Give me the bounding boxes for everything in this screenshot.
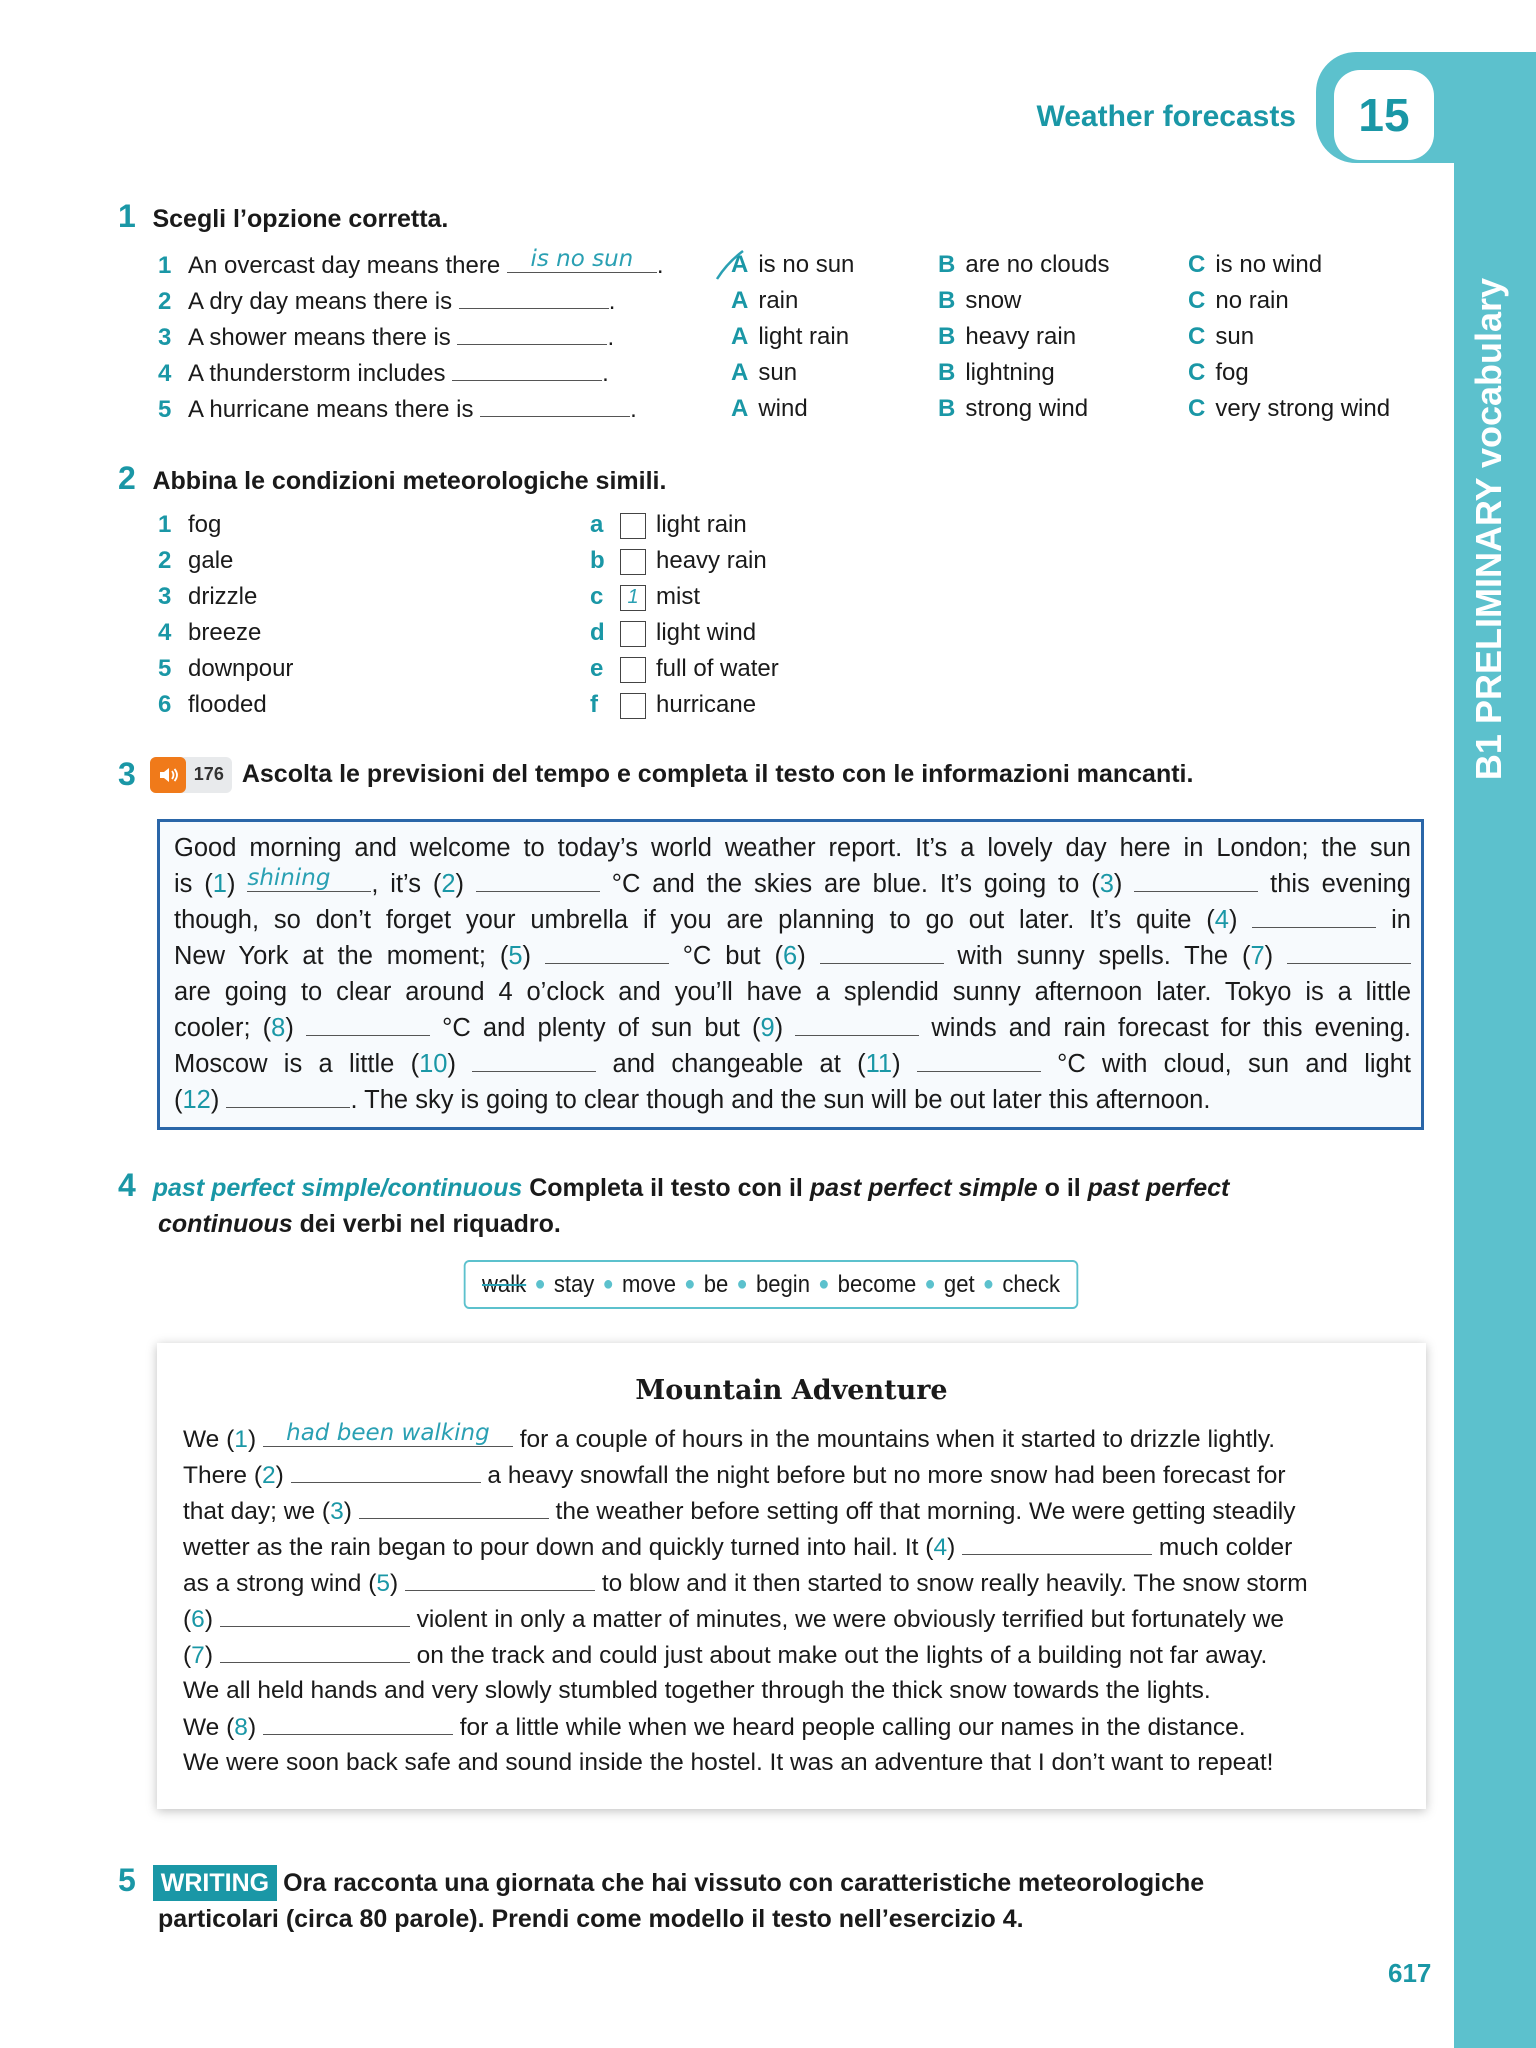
exercise-3-header [118, 756, 1193, 793]
text-line [174, 1046, 1411, 1082]
option-letter: A [731, 251, 749, 278]
option-text: wind [758, 395, 808, 422]
gap-number: (5) [368, 1570, 399, 1597]
text [1273, 942, 1287, 970]
answer-blank[interactable] [405, 1565, 595, 1591]
instruction-emphasis: continuous [158, 1210, 293, 1238]
text-line [183, 1673, 1400, 1709]
gap-number-value: 7 [191, 1642, 205, 1669]
text: We [183, 1714, 227, 1741]
item-number: 1 [158, 511, 172, 538]
gap-number: (10) [410, 1050, 456, 1078]
match-left-item [158, 687, 293, 723]
exercise-1-items [158, 247, 1448, 427]
answer-blank[interactable] [263, 1709, 453, 1735]
text [398, 1570, 405, 1597]
option-letter: A [731, 323, 749, 350]
exercise-5-header [118, 1862, 1204, 1937]
word-chip: move [622, 1270, 677, 1298]
option-text: snow [965, 287, 1022, 314]
text [456, 1050, 472, 1078]
gap-number: (2) [432, 870, 465, 898]
option-letter: C [1188, 323, 1206, 350]
separator-dot: ● [684, 1273, 696, 1295]
text [352, 1498, 359, 1525]
item-number: 6 [158, 691, 172, 718]
gap-number: (4) [925, 1534, 956, 1561]
text-line [174, 866, 1411, 902]
item-letter: e [590, 655, 604, 682]
gap-number-value: 3 [330, 1498, 344, 1525]
separator-dot: ● [602, 1273, 614, 1295]
item-number: 4 [158, 619, 172, 646]
speaker-icon [150, 757, 186, 793]
handwritten-answer: had been walking [286, 1420, 490, 1446]
text: as a strong wind [183, 1570, 369, 1597]
item-text: mist [656, 583, 700, 610]
text-line [174, 938, 1411, 974]
text: . The sky is going to clear though and the sun will be out later this afternoon. [350, 1086, 1211, 1114]
item-text: light rain [656, 511, 747, 538]
answer-blank[interactable] [220, 1601, 410, 1627]
answer-checkbox[interactable] [620, 513, 646, 539]
answer-checkbox[interactable] [620, 549, 646, 575]
exercise-2-header [118, 460, 666, 497]
gap-number: (6) [774, 942, 806, 970]
text: the weather before setting off that morning. We were getting steadily [548, 1498, 1296, 1525]
instruction-line: Ora racconta una giornata che hai vissuto con caratteristiche meteorologiche [283, 1869, 1205, 1897]
gap-number-value: 2 [261, 1462, 276, 1489]
text: °C and plenty of sun but [430, 1014, 752, 1042]
text [213, 1642, 220, 1669]
word-chip: check [1002, 1270, 1061, 1298]
story-text [183, 1421, 1400, 1781]
gap-number-value: 2 [441, 870, 456, 898]
option-a[interactable] [731, 319, 849, 355]
separator-dot: ● [818, 1273, 830, 1295]
gap-number: (4) [1206, 906, 1238, 934]
match-left-item [158, 615, 293, 651]
exercise-instruction: Abbina le condizioni meteorologiche simili. [152, 467, 667, 495]
gap-number-value: 6 [191, 1606, 205, 1633]
item-text: flooded [188, 691, 267, 718]
option-b[interactable] [938, 319, 1076, 355]
option-b[interactable] [938, 391, 1088, 427]
instruction-text: Completa il testo con il [529, 1174, 810, 1202]
gap-number: (3) [321, 1498, 352, 1525]
text-line [183, 1457, 1400, 1493]
gap-number: (1) [204, 870, 236, 898]
word-chip: be [703, 1270, 729, 1298]
text: , it’s [371, 870, 433, 898]
option-letter: C [1188, 395, 1206, 422]
item-number: 3 [158, 583, 172, 610]
option-letter: A [731, 359, 749, 386]
match-left-item [158, 651, 293, 687]
answer-blank[interactable] [545, 938, 669, 964]
text: cooler; [174, 1014, 263, 1042]
option-letter: C [1188, 359, 1206, 386]
gap-number: (9) [751, 1014, 784, 1042]
item-number: 3 [158, 324, 172, 351]
text: on the track and could just about make out the lights of a building not far away. [409, 1642, 1268, 1669]
option-letter: A [731, 395, 749, 422]
item-text: hurricane [656, 691, 757, 718]
question-row: 5 A hurricane means there is . A wind B strong wind C very strong wind [158, 391, 1448, 427]
gap-number-value: 1 [212, 870, 227, 898]
exercise-2-left-list [158, 507, 293, 723]
item-letter: a [590, 511, 604, 538]
option-c[interactable] [1188, 283, 1289, 319]
exercise-instruction: Ascolta le previsioni del tempo e completa il testo con le informazioni mancanti. [241, 760, 1194, 788]
item-text: light wind [656, 619, 757, 646]
answer-blank[interactable] [820, 938, 944, 964]
instruction-text: o il [1037, 1174, 1088, 1202]
exercise-instruction: Scegli l’opzione corretta. [152, 205, 449, 233]
match-right-item [590, 651, 779, 687]
option-text: are no clouds [965, 251, 1110, 278]
text: and changeable at [596, 1050, 858, 1078]
text: violent in only a matter of minutes, we were obviously terrified but fortunately we [409, 1606, 1285, 1633]
item-text: downpour [188, 655, 294, 682]
option-a[interactable] [731, 283, 798, 319]
text [256, 1426, 263, 1453]
separator-dot: ● [736, 1273, 748, 1295]
word-chip: get [943, 1270, 975, 1298]
match-left-item [158, 507, 293, 543]
text: We were soon back safe and sound inside the hostel. It was an adventure that I don’t want to repeat! [183, 1749, 1274, 1776]
item-letter: d [590, 619, 605, 646]
gap-number: (1) [226, 1426, 257, 1453]
word-chip: walk [481, 1270, 527, 1298]
text-line [183, 1421, 1400, 1457]
option-c[interactable] [1188, 355, 1249, 391]
text: New York at the moment; [174, 942, 500, 970]
gap-number: (11) [857, 1050, 901, 1078]
item-letter: b [590, 547, 605, 574]
instruction-emphasis: past perfect [1087, 1174, 1230, 1202]
item-number: 4 [158, 360, 172, 387]
item-number: 1 [158, 252, 172, 279]
text: winds and rain forecast for this evening. [919, 1014, 1411, 1042]
story-box [157, 1343, 1426, 1809]
answer-blank[interactable] [1287, 938, 1411, 964]
separator-dot: ● [924, 1273, 936, 1295]
text: is [174, 870, 205, 898]
answer-blank[interactable] [291, 1457, 481, 1483]
text: for a couple of hours in the mountains when it started to drizzle lightly. [512, 1426, 1276, 1453]
option-text: rain [758, 287, 799, 314]
option-a[interactable] [731, 355, 797, 391]
instruction-text: dei verbi nel riquadro. [292, 1210, 561, 1238]
option-text: fog [1215, 359, 1249, 386]
option-text: sun [758, 359, 798, 386]
gap-number-value: 4 [1214, 906, 1229, 934]
question-stem: A dry day means there is [188, 288, 459, 315]
match-right-item [590, 687, 779, 723]
text-line [174, 1010, 1411, 1046]
gap-number-value: 12 [182, 1086, 211, 1114]
answer-checkbox[interactable] [620, 693, 646, 719]
option-c[interactable] [1188, 247, 1322, 283]
option-text: sun [1215, 323, 1255, 350]
option-text: no rain [1215, 287, 1289, 314]
option-letter: B [938, 287, 956, 314]
exercise-number: 4 [118, 1167, 136, 1203]
item-number: 2 [158, 288, 172, 315]
text: with sunny spells. The [943, 942, 1242, 970]
match-right-item [590, 615, 779, 651]
answer-blank[interactable] [962, 1529, 1152, 1555]
option-letter: A [731, 287, 749, 314]
option-text: light rain [758, 323, 850, 350]
text: in [1376, 906, 1411, 934]
answer-blank[interactable] [1134, 866, 1258, 892]
gap-number-value: 8 [234, 1714, 248, 1741]
answer-checkbox[interactable] [620, 657, 646, 683]
gap-number-value: 11 [865, 1050, 893, 1078]
option-text: heavy rain [965, 323, 1077, 350]
text: Moscow is a little [174, 1050, 411, 1078]
side-label: B1 PRELIMINARY vocabulary [1468, 277, 1509, 781]
gap-number: (8) [226, 1714, 257, 1741]
gap-number: (3) [1091, 870, 1123, 898]
text: °C and the skies are blue. It’s going to [599, 870, 1092, 898]
text: wetter as the rain began to pour down and quickly turned into hail. It [183, 1534, 926, 1561]
text: °C but [668, 942, 775, 970]
verb-word-box [464, 1260, 1079, 1309]
match-right-item [590, 543, 779, 579]
answer-blank[interactable] [452, 355, 602, 381]
option-a[interactable] [731, 391, 808, 427]
text [213, 1606, 220, 1633]
gap-number: (12) [174, 1086, 220, 1114]
text: though, so don’t forget your umbrella if you are planning to go out later. It’s quite [174, 906, 1207, 934]
track-number: 176 [193, 764, 224, 784]
gap-number: (7) [183, 1642, 213, 1669]
separator-dot: ● [534, 1273, 546, 1295]
option-b[interactable] [938, 283, 1021, 319]
option-letter: B [938, 395, 956, 422]
text [955, 1534, 962, 1561]
text: °C with cloud, sun and light [1040, 1050, 1411, 1078]
weather-report-text-box [157, 819, 1424, 1130]
text-line [174, 1082, 1411, 1118]
option-a[interactable] [731, 247, 854, 283]
question-row: 3 A shower means there is . A light rain B heavy rain C sun [158, 319, 1448, 355]
answer-blank[interactable] [459, 283, 609, 309]
text [464, 870, 476, 898]
option-text: very strong wind [1215, 395, 1391, 422]
option-letter: C [1188, 287, 1206, 314]
text [256, 1714, 263, 1741]
match-right-item [590, 507, 779, 543]
option-b[interactable] [938, 247, 1109, 283]
answer-blank[interactable] [795, 1010, 919, 1036]
text-line [183, 1637, 1400, 1673]
option-text: lightning [965, 359, 1055, 386]
text-line [183, 1601, 1400, 1637]
exercise-4-header [118, 1167, 1229, 1242]
option-letter: B [938, 359, 956, 386]
option-text: strong wind [965, 395, 1089, 422]
text [531, 942, 545, 970]
exercise-number: 2 [118, 460, 136, 496]
gap-number-value: 5 [508, 942, 523, 970]
item-number: 5 [158, 655, 172, 682]
text [294, 1014, 306, 1042]
answer-blank[interactable] [457, 319, 607, 345]
item-text: breeze [188, 619, 262, 646]
question-row: 2 A dry day means there is . A rain B snow C no rain [158, 283, 1448, 319]
option-c[interactable] [1188, 391, 1390, 427]
gap-number-value: 6 [783, 942, 798, 970]
text [235, 870, 247, 898]
text: We [183, 1426, 227, 1453]
text: a heavy snowfall the night before but no more snow had been forecast for [480, 1462, 1286, 1489]
text-line [183, 1745, 1400, 1781]
word-chip: become [837, 1270, 917, 1298]
gap-number-value: 1 [234, 1426, 248, 1453]
answer-blank[interactable] [917, 1046, 1041, 1072]
answer-blank[interactable] [263, 1421, 513, 1447]
text: much colder [1152, 1534, 1293, 1561]
question-stem: An overcast day means there [188, 252, 507, 279]
text [284, 1462, 291, 1489]
text: for a little while when we heard people calling our names in the distance. [452, 1714, 1246, 1741]
text-line [174, 974, 1411, 1010]
text [783, 1014, 795, 1042]
item-letter: f [590, 691, 598, 718]
gap-number-value: 9 [760, 1014, 775, 1042]
text: that day; we [183, 1498, 322, 1525]
gap-number: (2) [253, 1462, 284, 1489]
gap-number: (7) [1241, 942, 1274, 970]
match-left-item [158, 579, 293, 615]
gap-number-value: 4 [933, 1534, 948, 1561]
option-letter: B [938, 251, 956, 278]
item-letter: c [590, 583, 604, 610]
answer-blank[interactable] [359, 1493, 549, 1519]
text: this evening [1258, 870, 1411, 898]
gap-number: (8) [262, 1014, 294, 1042]
option-b[interactable] [938, 355, 1055, 391]
answer-blank[interactable] [220, 1637, 410, 1663]
gap-number-value: 3 [1099, 870, 1114, 898]
text: We all held hands and very slowly stumbled together through the thick snow towards the lights. [183, 1677, 1211, 1704]
exercise-number: 1 [118, 198, 136, 234]
handwritten-answer: is no sun [530, 246, 634, 272]
gap-number: (5) [499, 942, 532, 970]
option-letter: B [938, 323, 956, 350]
text: There [183, 1462, 254, 1489]
answer-blank[interactable] [1252, 902, 1376, 928]
text-line [183, 1565, 1400, 1601]
text-line [183, 1493, 1400, 1529]
match-left-item [158, 543, 293, 579]
handwritten-answer: shining [247, 865, 331, 891]
gap-number-value: 10 [419, 1050, 448, 1078]
text [901, 1050, 917, 1078]
text: to blow and it then started to snow really heavily. The snow storm [595, 1570, 1308, 1597]
text: Good morning and welcome to today’s world weather report. It’s a lovely day here in London; the sun [174, 834, 1411, 862]
option-letter: C [1188, 251, 1206, 278]
item-text: full of water [656, 655, 779, 682]
question-row: 1 An overcast day means there is no sun . A is no sun B are no clouds C is no wind [158, 247, 1448, 283]
option-text: is no sun [758, 251, 855, 278]
item-text: fog [188, 511, 222, 538]
question-stem: A hurricane means there is [188, 396, 481, 423]
text-line [183, 1709, 1400, 1745]
text [806, 942, 820, 970]
item-text: gale [188, 547, 234, 574]
question-stem: A shower means there is [188, 324, 458, 351]
text-line [174, 902, 1411, 938]
word-chip: begin [755, 1270, 810, 1298]
exercise-1-header [118, 198, 448, 235]
instruction-emphasis: past perfect simple [809, 1174, 1038, 1202]
match-right-item [590, 579, 779, 615]
audio-track-button[interactable] [150, 757, 232, 793]
exercise-number: 3 [118, 756, 136, 792]
option-c[interactable] [1188, 319, 1254, 355]
writing-badge: WRITING [153, 1865, 277, 1901]
item-text: drizzle [188, 583, 258, 610]
text [219, 1086, 226, 1114]
chapter-title: Weather forecasts [1036, 100, 1296, 133]
gap-number-value: 8 [271, 1014, 286, 1042]
answer-blank[interactable] [480, 391, 630, 417]
item-number: 5 [158, 396, 172, 423]
text-line [183, 1529, 1400, 1565]
exercise-2-right-list [590, 507, 779, 723]
separator-dot: ● [982, 1273, 995, 1295]
exercise-number: 5 [118, 1862, 136, 1898]
exercise-topic: past perfect simple/continuous [152, 1174, 523, 1202]
chapter-number: 15 [1334, 70, 1434, 160]
gap-number: (6) [183, 1606, 213, 1633]
option-text: is no wind [1215, 251, 1323, 278]
answer-blank[interactable] [306, 1010, 430, 1036]
question-row: 4 A thunderstorm includes . A sun B lightning C fog [158, 355, 1448, 391]
page-number: 617 [1388, 1958, 1432, 1988]
gap-number-value: 7 [1250, 942, 1265, 970]
answer-checkbox[interactable] [620, 621, 646, 647]
answer-checkbox[interactable]: 1 [620, 585, 646, 611]
answer-blank[interactable] [247, 866, 371, 892]
text [1237, 906, 1252, 934]
question-stem: A thunderstorm includes [188, 360, 453, 387]
story-title: Mountain Adventure [635, 1375, 948, 1406]
answer-blank[interactable] [476, 866, 600, 892]
answer-blank[interactable] [507, 247, 657, 273]
text: are going to clear around 4 o’clock and you’ll have a splendid sunny afternoon later. Tokyo is a little [174, 978, 1411, 1006]
item-number: 2 [158, 547, 172, 574]
text [1122, 870, 1134, 898]
gap-number-value: 5 [376, 1570, 391, 1597]
item-text: heavy rain [656, 547, 767, 574]
instruction-line: particolari (circa 80 parole). Prendi come modello il testo nell’esercizio 4. [158, 1905, 1024, 1933]
text-line [174, 830, 1411, 866]
answer-blank[interactable] [472, 1046, 596, 1072]
word-chip: stay [553, 1270, 595, 1298]
answer-blank[interactable] [226, 1082, 350, 1108]
